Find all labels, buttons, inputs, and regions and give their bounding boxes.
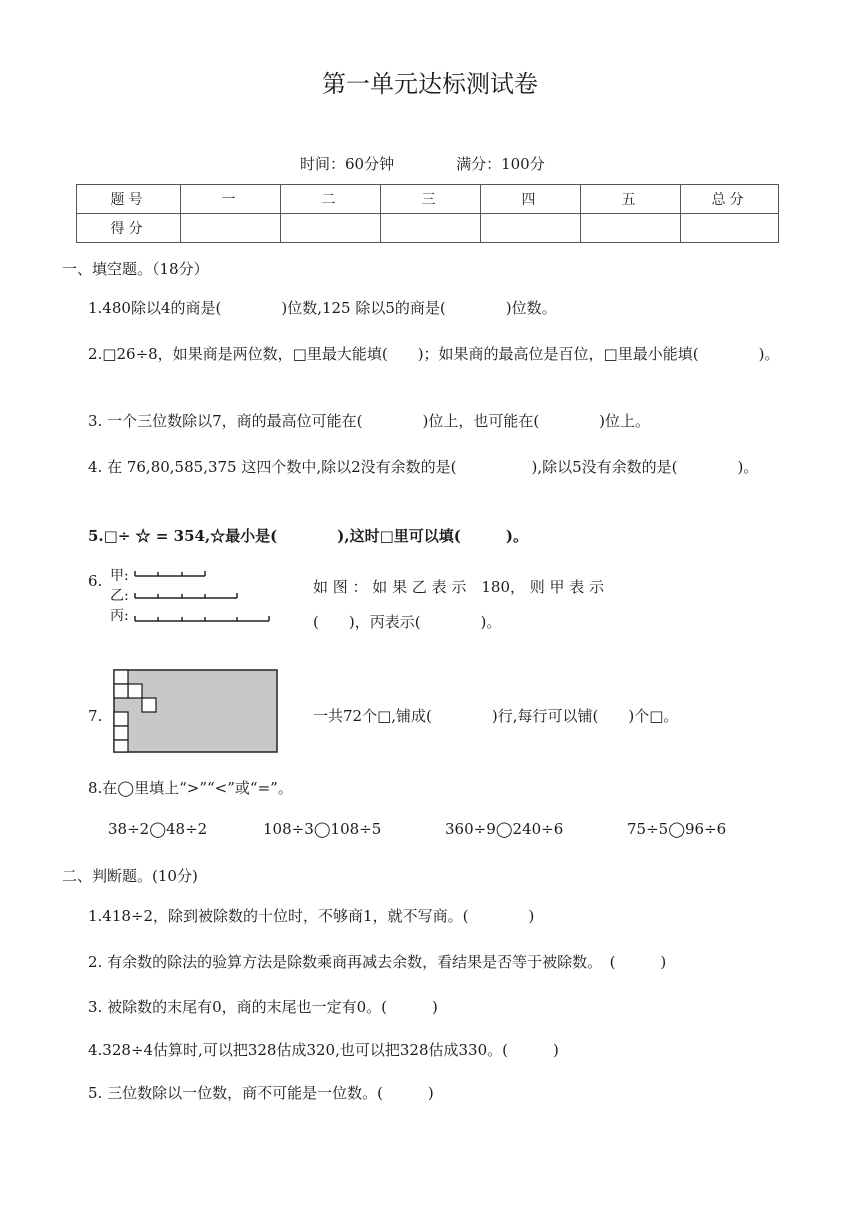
q7-tiling-figure (112, 668, 282, 756)
s1-question-1: 1.480除以4的商是( )位数,125 除以5的商是( )位数。 (88, 299, 557, 317)
section-2-heading: 二、判断题。(10分) (62, 867, 198, 885)
score-table (76, 184, 779, 243)
score-cell[interactable] (281, 214, 381, 243)
score-header-cell: 三 (381, 185, 481, 214)
s1-question-8: 8.在◯里填上“>”“<”或“=”。 (88, 779, 293, 797)
time-limit: 时间：60分钟 (300, 155, 395, 173)
s2-question-2: 2. 有余数的除法的验算方法是除数乘商再减去余数，看结果是否等于被除数。 ( ) (88, 953, 667, 971)
q6-segment-figure (132, 566, 277, 628)
exam-meta (300, 153, 545, 174)
s1-question-6-number: 6. (88, 572, 103, 590)
score-header-cell: 一 (181, 185, 281, 214)
s1-question-3: 3. 一个三位数除以7，商的最高位可能在( )位上，也可能在( )位上。 (88, 412, 651, 430)
q8-comparison-1: 38÷2◯48÷2 (108, 820, 208, 838)
s1-question-6-text-2: ( )，丙表示( )。 (313, 613, 502, 631)
q8-comparison-4: 75÷5◯96÷6 (627, 820, 727, 838)
score-table-header-row (77, 185, 779, 214)
score-header-cell: 五 (581, 185, 681, 214)
score-cell[interactable] (381, 214, 481, 243)
score-cell[interactable] (481, 214, 581, 243)
page-title: 第一单元达标测试卷 (322, 70, 538, 98)
s1-question-7-text: 一共72个□,铺成( )行,每行可以铺( )个□。 (313, 707, 679, 725)
score-cell[interactable] (681, 214, 779, 243)
s1-question-6-text-1: 如 图 ： 如 果 乙 表 示 180， 则 甲 表 示 (313, 578, 605, 596)
score-row-label: 得分 (77, 214, 181, 243)
score-cell[interactable] (581, 214, 681, 243)
s1-question-5: 5.□÷ ☆ = 354,☆最小是( ),这时□里可以填( )。 (88, 527, 528, 545)
q6-label-jia: 甲: (110, 568, 129, 584)
s2-question-1: 1.418÷2，除到被除数的十位时，不够商1，就不写商。( ) (88, 907, 535, 925)
s1-question-2: 2.□26÷8，如果商是两位数，□里最大能填( )；如果商的最高位是百位，□里最小能填( )。 (88, 345, 780, 363)
q6-label-yi: 乙: (110, 588, 129, 604)
q8-comparison-2: 108÷3◯108÷5 (263, 820, 382, 838)
score-header-cell: 二 (281, 185, 381, 214)
s1-question-7-number: 7. (88, 707, 103, 725)
q8-comparison-3: 360÷9◯240÷6 (445, 820, 564, 838)
q6-labels (110, 566, 129, 626)
q6-label-bing: 丙: (110, 608, 129, 624)
s1-question-4: 4. 在 76,80,585,375 这四个数中,除以2没有余数的是( ),除以5没有余数的是( )。 (88, 458, 759, 476)
score-header-cell: 题号 (77, 185, 181, 214)
s2-question-3: 3. 被除数的末尾有0，商的末尾也一定有0。( ) (88, 998, 438, 1016)
full-score: 满分：100分 (456, 155, 545, 173)
score-cell[interactable] (181, 214, 281, 243)
s2-question-4: 4.328÷4估算时,可以把328估成320,也可以把328估成330。( ) (88, 1041, 559, 1059)
section-1-heading: 一、填空题。（18分） (62, 260, 209, 278)
score-header-cell: 四 (481, 185, 581, 214)
score-header-cell: 总分 (681, 185, 779, 214)
s2-question-5: 5. 三位数除以一位数，商不可能是一位数。( ) (88, 1084, 434, 1102)
score-table-score-row (77, 214, 779, 243)
